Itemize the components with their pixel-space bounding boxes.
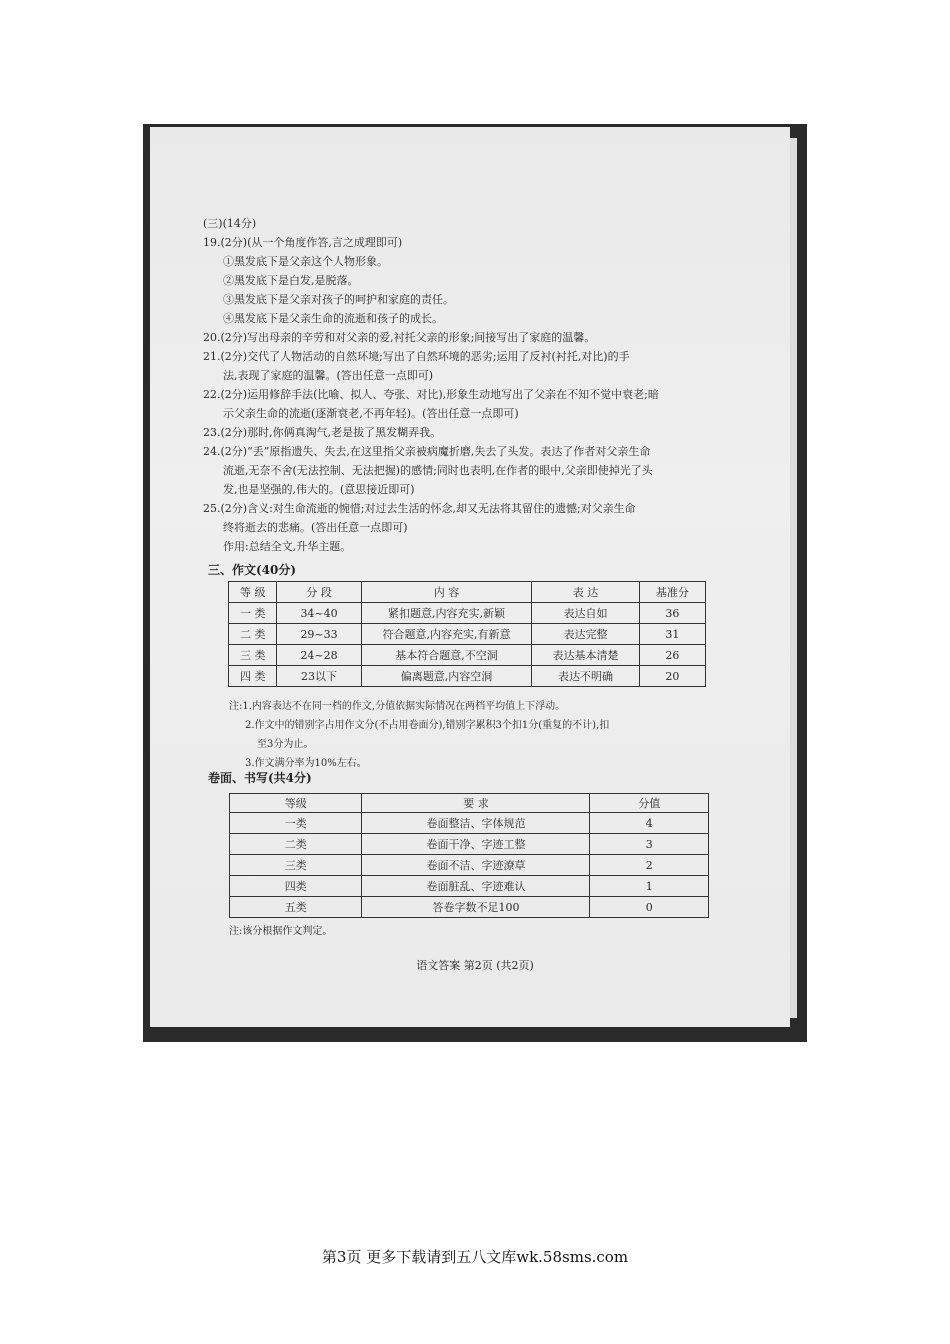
table-cell: 答卷字数不足100 — [362, 897, 590, 918]
table-header-row — [230, 794, 709, 813]
q21-line: 法,表现了家庭的温馨。(答出任意一点即可) — [223, 369, 434, 382]
table-header: 要 求 — [362, 794, 590, 813]
table-cell: 表达自如 — [532, 603, 640, 624]
table-cell: 偏离题意,内容空洞 — [361, 666, 532, 687]
table-cell: 1 — [590, 876, 709, 897]
table-row — [229, 645, 706, 666]
table-cell: 卷面脏乱、字迹难认 — [362, 876, 590, 897]
handwriting-note: 注:该分根据作文判定。 — [229, 926, 333, 937]
document-footer: 第3页 更多下载请到五八文库wk.58sms.com — [321, 1248, 629, 1266]
table-header: 内 容 — [361, 582, 532, 603]
q19-head: 19.(2分)(从一个角度作答,言之成理即可) — [203, 236, 403, 249]
answers-block — [203, 214, 723, 556]
table-cell: 紧扣题意,内容充实,新颖 — [361, 603, 532, 624]
table-row — [230, 855, 709, 876]
table-row — [230, 897, 709, 918]
table-cell: 29~33 — [277, 624, 361, 645]
q19-item: ④黑发底下是父亲生命的流逝和孩子的成长。 — [223, 312, 443, 325]
handwriting-table — [229, 793, 709, 918]
note-line: 注:1.内容表达不在同一档的作文,分值依据实际情况在两档平均值上下浮动。 — [229, 701, 566, 712]
table-row — [229, 624, 706, 645]
table-header: 等 级 — [229, 582, 277, 603]
table-header: 分值 — [590, 794, 709, 813]
table-cell: 23以下 — [277, 666, 361, 687]
table-cell: 二 类 — [229, 624, 277, 645]
sheet-page-footer: 语文答案 第2页 (共2页) — [416, 959, 534, 972]
table-cell: 24~28 — [277, 645, 361, 666]
note-line: 2.作文中的错别字占用作文分(不占用卷面分),错别字累积3个扣1分(重复的不计),扣 — [245, 720, 610, 731]
note-line: 3.作文满分率为10%左右。 — [245, 758, 367, 769]
composition-notes — [229, 697, 609, 773]
table-row — [229, 603, 706, 624]
table-cell: 二类 — [230, 834, 362, 855]
table-cell: 3 — [590, 834, 709, 855]
q19-item: ③黑发底下是父亲对孩子的呵护和家庭的责任。 — [223, 293, 454, 306]
table-cell: 基本符合题意,不空洞 — [361, 645, 532, 666]
q25-line: 作用:总结全文,升华主题。 — [223, 540, 352, 553]
q25-line: 终将逝去的悲痛。(答出任意一点即可) — [223, 521, 408, 534]
handwriting-heading: 卷面、书写(共4分) — [208, 771, 312, 785]
table-cell: 4 — [590, 813, 709, 834]
table-cell: 四类 — [230, 876, 362, 897]
table-header-row — [229, 582, 706, 603]
table-cell: 20 — [639, 666, 705, 687]
section3-header: (三)(14分) — [203, 217, 257, 230]
table-cell: 卷面整洁、字体规范 — [362, 813, 590, 834]
note-line: 至3分为止。 — [257, 739, 314, 750]
q19-item: ①黑发底下是父亲这个人物形象。 — [223, 255, 388, 268]
table-cell: 三 类 — [229, 645, 277, 666]
table-cell: 0 — [590, 897, 709, 918]
q22-line: 示父亲生命的流逝(逐渐衰老,不再年轻)。(答出任意一点即可) — [223, 407, 519, 420]
table-cell: 一 类 — [229, 603, 277, 624]
table-row — [230, 813, 709, 834]
q21-line: 21.(2分)交代了人物活动的自然环境;写出了自然环境的恶劣;运用了反衬(衬托,对比)的手 — [203, 350, 630, 363]
table-cell: 卷面不洁、字迹潦草 — [362, 855, 590, 876]
q24-line: 24.(2分)“丢”原指遗失、失去,在这里指父亲被病魔折磨,失去了头发。表达了作者对父亲生命 — [203, 445, 651, 458]
table-row — [229, 666, 706, 687]
q19-item: ②黑发底下是白发,是脱落。 — [223, 274, 359, 287]
table-cell: 36 — [639, 603, 705, 624]
table-row — [230, 876, 709, 897]
table-cell: 34~40 — [277, 603, 361, 624]
table-cell: 31 — [639, 624, 705, 645]
table-cell: 表达完整 — [532, 624, 640, 645]
q22-line: 22.(2分)运用修辞手法(比喻、拟人、夸张、对比),形象生动地写出了父亲在不知不觉中衰老;暗 — [203, 388, 659, 401]
table-cell: 2 — [590, 855, 709, 876]
table-cell: 五类 — [230, 897, 362, 918]
q25-line: 25.(2分)含义:对生命流逝的惋惜;对过去生活的怀念,却又无法将其留住的遗憾;对父亲生命 — [203, 502, 636, 515]
q24-line: 流逝,无奈不舍(无法控制、无法把握)的感情;同时也表明,在作者的眼中,父亲即使掉光了头 — [223, 464, 653, 477]
q20: 20.(2分)写出母亲的辛劳和对父亲的爱,衬托父亲的形象;间接写出了家庭的温馨。 — [203, 331, 596, 344]
table-cell: 四 类 — [229, 666, 277, 687]
composition-heading: 三、作文(40分) — [208, 563, 297, 577]
table-cell: 一类 — [230, 813, 362, 834]
table-row — [230, 834, 709, 855]
table-header: 分 段 — [277, 582, 361, 603]
table-header: 表 达 — [532, 582, 640, 603]
table-cell: 26 — [639, 645, 705, 666]
composition-table — [228, 581, 706, 687]
q24-line: 发,也是坚强的,伟大的。(意思接近即可) — [223, 483, 415, 496]
table-cell: 符合题意,内容充实,有新意 — [361, 624, 532, 645]
table-header: 基准分 — [639, 582, 705, 603]
table-cell: 表达不明确 — [532, 666, 640, 687]
table-cell: 三类 — [230, 855, 362, 876]
table-cell: 表达基本清楚 — [532, 645, 640, 666]
q23: 23.(2分)那时,你俩真淘气,老是拔了黑发糊弄我。 — [203, 426, 442, 439]
table-cell: 卷面干净、字迹工整 — [362, 834, 590, 855]
table-header: 等级 — [230, 794, 362, 813]
